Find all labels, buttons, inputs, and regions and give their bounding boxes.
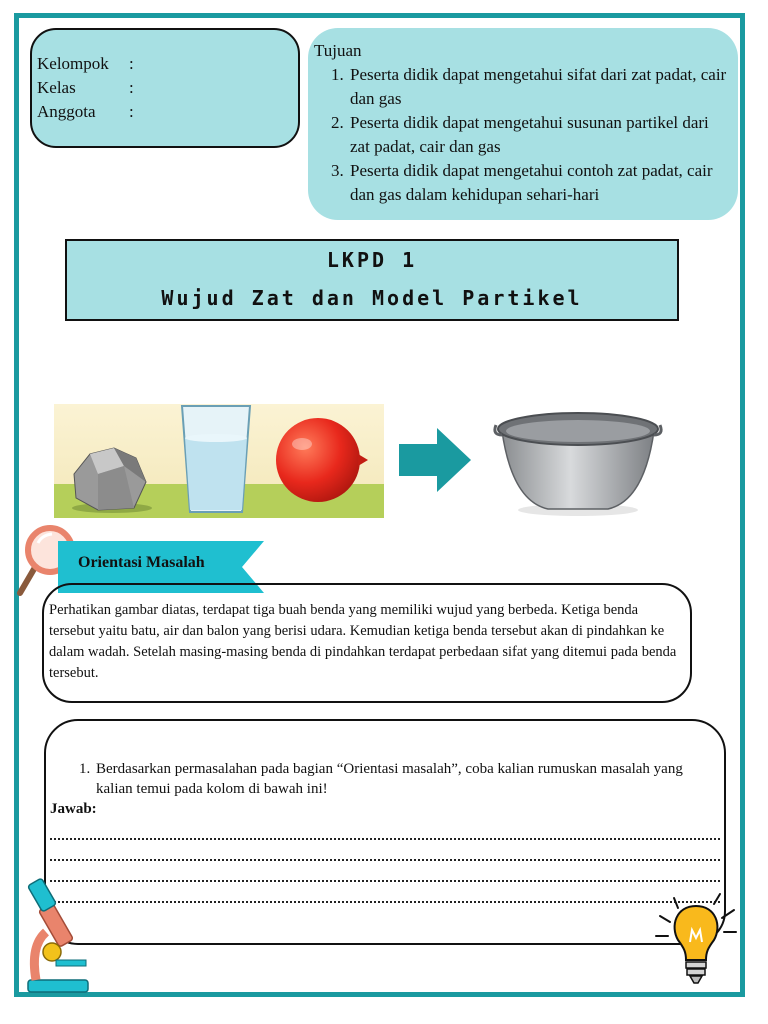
objective-item: 3. Peserta didik dapat mengetahui contoh zat padat, cair dan gas dalam kehidupan sehari-hari <box>348 159 728 207</box>
question-box <box>44 719 726 945</box>
microscope-icon <box>20 876 94 996</box>
problem-orientation-box <box>42 583 692 703</box>
answer-line[interactable] <box>50 882 720 903</box>
objectives-box <box>308 28 738 220</box>
answer-line[interactable] <box>50 819 720 840</box>
identity-separator: : <box>129 78 134 97</box>
states-of-matter-illustration <box>54 404 384 518</box>
question-list <box>46 759 724 799</box>
worksheet-title-box <box>65 239 679 321</box>
lightbulb-icon <box>648 886 748 990</box>
identity-row-kelas <box>37 76 298 100</box>
identity-label: Anggota <box>37 102 96 121</box>
objectives-list <box>314 63 728 207</box>
glass-of-water-icon <box>182 406 250 512</box>
answer-label: Jawab: <box>50 801 97 817</box>
identity-box <box>30 28 300 148</box>
question-item: 1. Berdasarkan permasalahan pada bagian “Orientasi masalah”, coba kalian rumuskan masalah yang kalian temui pada kolom di bawah ini! <box>94 759 704 799</box>
answer-line[interactable] <box>50 861 720 882</box>
identity-row-kelompok <box>37 52 298 76</box>
worksheet-title: Wujud Zat dan Model Partikel <box>161 286 583 310</box>
section-label-orientasi: Orientasi Masalah <box>78 554 205 571</box>
objective-item: 2. Peserta didik dapat mengetahui susunan partikel dari zat padat, cair dan gas <box>348 111 728 159</box>
objectives-heading: Tujuan <box>314 41 362 60</box>
problem-orientation-text: Perhatikan gambar diatas, terdapat tiga buah benda yang memiliki wujud yang berbeda. Ketiga benda tersebut yaitu batu, air dan balon yang berisi udara. Kemudian ketiga benda tersebut akan di pindahkan ke dalam wadah. Setelah masing-masing benda di pindahkan terdapat perbedaan sifat yang ditemui pada benda tersebut. <box>49 602 677 681</box>
identity-separator: : <box>129 54 134 73</box>
worksheet-number: LKPD 1 <box>326 248 418 272</box>
identity-label: Kelas <box>37 78 76 97</box>
identity-row-anggota <box>37 100 298 124</box>
identity-separator: : <box>129 102 134 121</box>
arrow-right-icon <box>399 428 473 492</box>
answer-line[interactable] <box>50 840 720 861</box>
identity-label: Kelompok <box>37 54 109 73</box>
basin-icon <box>488 405 668 520</box>
objective-item: 1. Peserta didik dapat mengetahui sifat dari zat padat, cair dan gas <box>348 63 728 111</box>
